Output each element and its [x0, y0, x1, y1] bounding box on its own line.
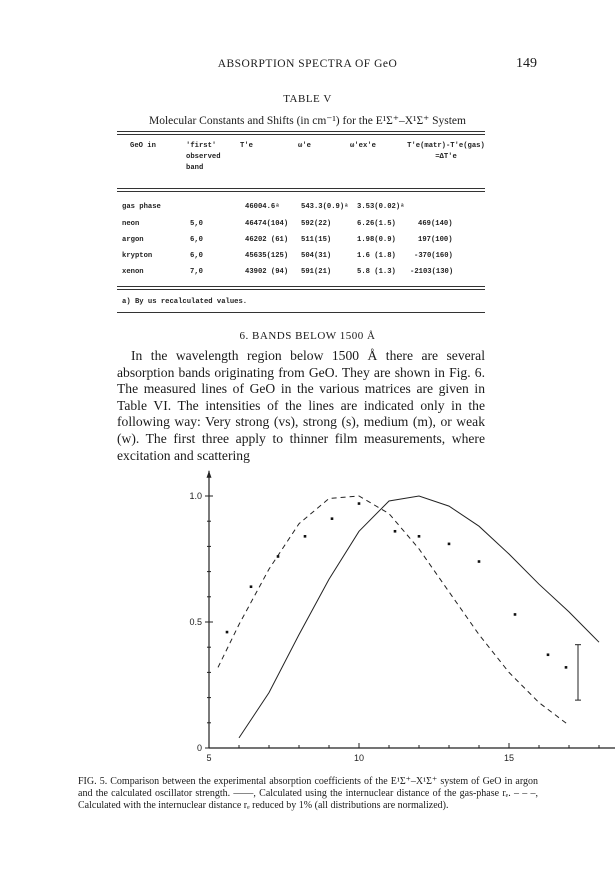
table-cell: -370(160)	[414, 252, 453, 260]
col-head-we: ω'e	[298, 142, 311, 150]
dashed-curve	[218, 496, 569, 725]
y-tick-label: 0.5	[189, 617, 202, 627]
table-cell: 5.8 (1.3)	[357, 268, 396, 276]
chart-curves	[218, 496, 599, 738]
table-cell: 197(100)	[418, 236, 453, 244]
figure-caption: FIG. 5. Comparison between the experimental absorption coefficients of the E¹Σ⁺–X¹Σ⁺ system of GeO in argon and the calculated oscillator strength. ——, Calculated using the internuclear distance of the gas-phase rₑ. – – –, Calculated with the internuclear distance rₑ reduced by 1% (all distributions are normalized).	[78, 776, 538, 812]
data-point	[394, 530, 397, 533]
table-cell: 5,0	[190, 220, 203, 228]
table-cell: 469(140)	[418, 220, 453, 228]
table-cell: xenon	[122, 268, 144, 276]
data-point	[358, 502, 361, 505]
table-cell: 504(31)	[301, 252, 332, 260]
data-point	[277, 555, 280, 558]
data-point	[547, 653, 550, 656]
table-cell: 6,0	[190, 252, 203, 260]
data-point	[418, 535, 421, 538]
chart-axes	[207, 471, 615, 751]
table-cell: 43902 (94)	[245, 268, 289, 276]
chart-points	[226, 502, 581, 700]
table-cell: 6,0	[190, 236, 203, 244]
col-head-te: T'e	[240, 142, 253, 150]
x-tick-label: 10	[353, 753, 365, 763]
table-cell: krypton	[122, 252, 153, 260]
section-title: 6. BANDS BELOW 1500 Å	[239, 330, 376, 342]
table-cell: 6.26(1.5)	[357, 220, 396, 228]
page-number: 149	[516, 56, 537, 71]
col-head-shift: T'e(matr)-T'e(gas) =ΔT'e	[407, 142, 485, 161]
data-point	[250, 585, 253, 588]
y-tick-label: 0	[196, 743, 202, 753]
table-cell: 45635(125)	[245, 252, 289, 260]
data-point	[448, 543, 451, 546]
table-cell: 46004.6ᵃ	[245, 203, 280, 211]
table-footnote: a) By us recalculated values.	[122, 298, 248, 306]
table-cell: 46474(104)	[245, 220, 289, 228]
x-tick-label: 5	[206, 753, 212, 763]
table-cell: -2103(130)	[410, 268, 454, 276]
table-caption: Molecular Constants and Shifts (in cm⁻¹) for the E¹Σ⁺–X¹Σ⁺ System	[149, 115, 466, 127]
x-tick-label: 15	[503, 753, 515, 763]
table-label: TABLE V	[283, 93, 332, 105]
data-point	[565, 666, 568, 669]
data-point	[331, 517, 334, 520]
table-cell: 46202 (61)	[245, 236, 289, 244]
data-point	[304, 535, 307, 538]
table-cell: 1.98(0.9)	[357, 236, 396, 244]
paragraph-text: In the wavelength region below 1500 Å there are several absorption bands originating from GeO. They are shown in Fig. 6. The measured lines of GeO in the various matrices are given in Table VI. The intensities of the lines are indicated only in the following way: Very strong (vs), strong (s), medium (m), or weak (w). The first three apply to thinner film measurements, where excitation and scattering	[117, 348, 485, 463]
col-head-medium: GeO in	[130, 142, 156, 150]
data-point	[514, 613, 517, 616]
table-cell: 543.3(0.9)ᵃ	[301, 203, 349, 211]
table-cell: 511(15)	[301, 236, 332, 244]
table-cell: neon	[122, 220, 140, 228]
y-axis-arrow	[207, 471, 212, 478]
table-cell: 591(21)	[301, 268, 332, 276]
data-point	[226, 631, 229, 634]
table-cell: 1.6 (1.8)	[357, 252, 396, 260]
table-cell: 7,0	[190, 268, 203, 276]
data-point	[478, 560, 481, 563]
running-title: ABSORPTION SPECTRA OF GeO	[217, 58, 398, 70]
table-cell: gas phase	[122, 203, 161, 211]
table-cell: argon	[122, 236, 144, 244]
y-tick-label: 1.0	[189, 491, 202, 501]
chart-tick-labels	[189, 491, 615, 763]
col-head-first-band: 'first' observed band	[186, 142, 221, 172]
table-cell: 3.53(0.02)ᵃ	[357, 203, 405, 211]
col-head-wexe: ω'ex'e	[350, 142, 376, 150]
table-cell: 592(22)	[301, 220, 332, 228]
chart-ticks	[205, 496, 615, 748]
